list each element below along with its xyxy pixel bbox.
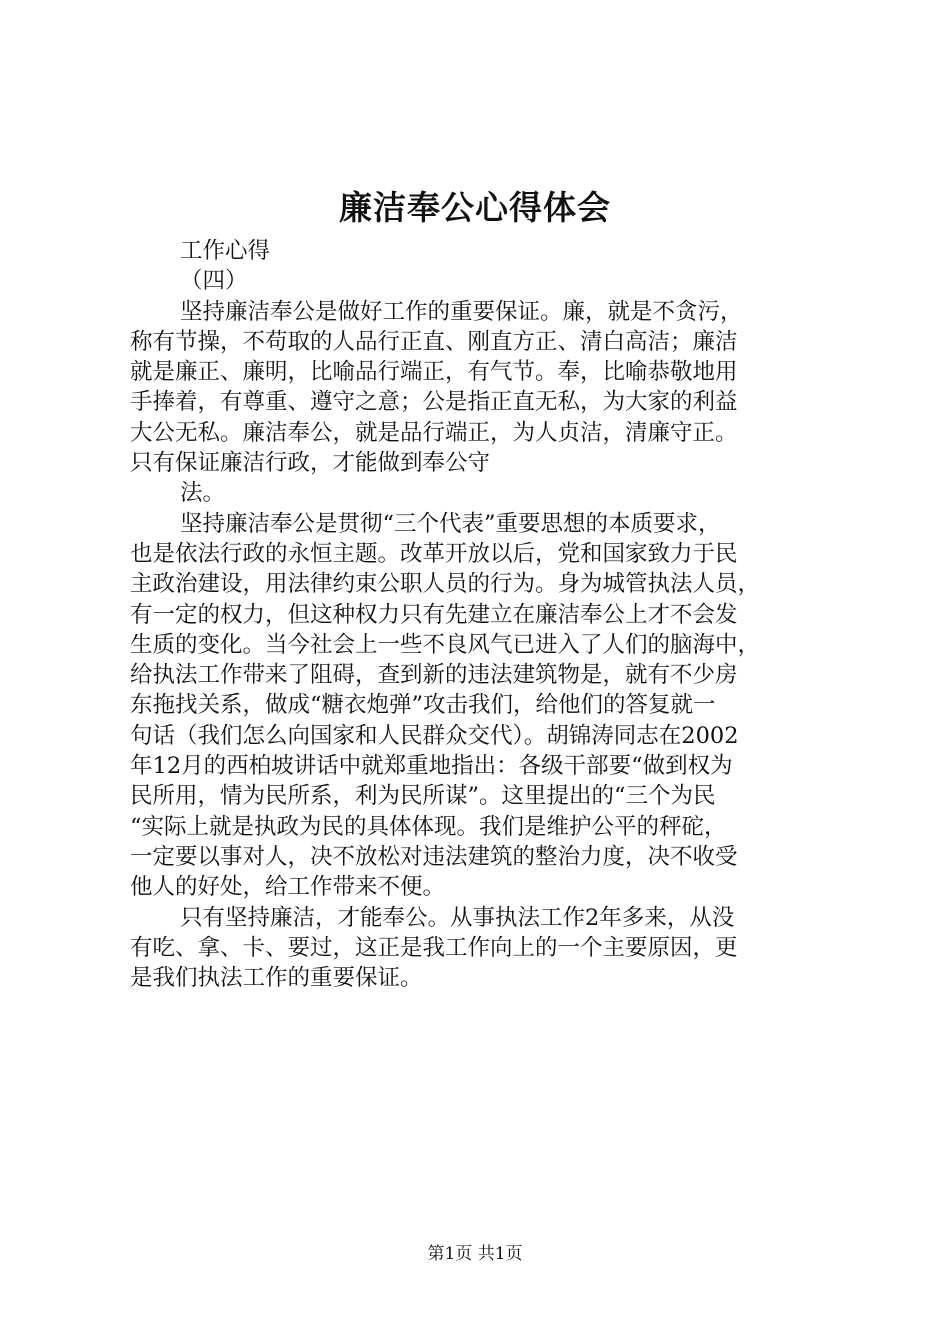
text-line: 有吃、拿、卡、要过，这正是我工作向上的一个主要原因，更 — [130, 934, 738, 961]
text-line: 生质的变化。当今社会上一些不良风气已进入了人们的脑海中， — [130, 631, 761, 658]
text-line: 手捧着，有尊重、遵守之意；公是指正直无私，为大家的利益 — [130, 389, 738, 416]
text-line: 句话（我们怎么向国家和人民群众交代）。胡锦涛同志在2002 — [130, 722, 739, 749]
text-line: “实际上就是执政为民的具体体现。我们是维护公平的秤砣， — [130, 813, 727, 840]
text-line: （四） — [180, 268, 248, 295]
text-line: 坚持廉洁奉公是贯彻“三个代表”重要思想的本质要求， — [180, 510, 721, 537]
text-line: 只有保证廉洁行政，才能做到奉公守 — [130, 450, 491, 477]
page-footer: 第1页 共1页 — [427, 1244, 523, 1264]
text-line: 他人的好处，给工作带来不便。 — [130, 874, 446, 901]
text-line: 是我们执法工作的重要保证。 — [130, 965, 423, 992]
text-line: 称有节操，不苟取的人品行正直、刚直方正、清白高洁；廉洁 — [130, 328, 738, 355]
text-line: 有一定的权力，但这种权力只有先建立在廉洁奉公上才不会发 — [130, 601, 738, 628]
text-line: 只有坚持廉洁，才能奉公。从事执法工作2年多来，从没 — [180, 904, 735, 931]
text-line: 年12月的西柏坡讲话中就郑重地指出：各级干部要“做到权为 — [130, 753, 733, 780]
text-line: 给执法工作带来了阻碍，查到新的违法建筑物是，就有不少房 — [130, 662, 738, 689]
text-line: 法。 — [180, 480, 226, 507]
text-line: 大公无私。廉洁奉公，就是品行端正，为人贞洁，清廉守正。 — [130, 419, 738, 446]
text-line: 一定要以事对人，决不放松对违法建筑的整治力度，决不收受 — [130, 843, 738, 870]
text-line: 主政治建设，用法律约束公职人员的行为。身为城管执法人员， — [130, 571, 761, 598]
text-line: 工作心得 — [180, 238, 271, 264]
document-body — [130, 236, 835, 993]
document-title: 廉洁奉公心得体会 — [339, 188, 611, 227]
text-line: 就是廉正、廉明，比喻品行端正，有气节。奉，比喻恭敬地用 — [130, 359, 738, 386]
text-line: 民所用，情为民所系，利为民所谋”。这里提出的“三个为民 — [130, 783, 716, 810]
text-line: 东拖找关系，做成“糖衣炮弹”攻击我们，给他们的答复就一 — [130, 692, 716, 719]
text-line: 也是依法行政的永恒主题。改革开放以后，党和国家致力于民 — [130, 540, 738, 567]
text-line: 坚持廉洁奉公是做好工作的重要保证。廉，就是不贪污， — [180, 298, 743, 325]
